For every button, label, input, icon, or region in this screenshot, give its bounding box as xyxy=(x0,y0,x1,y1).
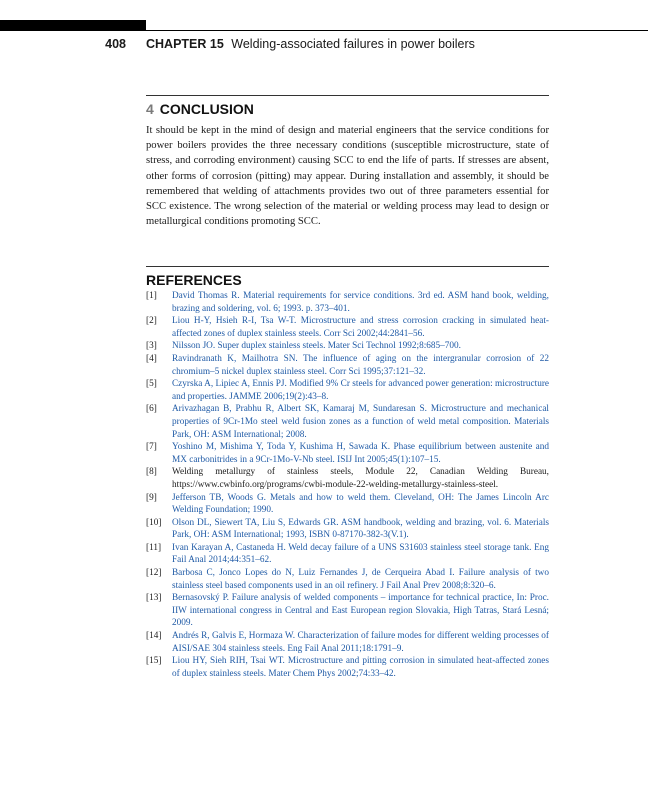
reference-number: [12] xyxy=(146,568,162,579)
header-rule xyxy=(146,30,648,31)
reference-number: [4] xyxy=(146,353,157,364)
reference-link[interactable]: Liou H-Y, Hsieh R-I, Tsa W-T. Microstructure and stress corrosion cracking in simulated heat-affected zones of duplex stainless steels. Corr Sci 2002;44:2841–56. xyxy=(172,316,549,339)
reference-link[interactable]: Nilsson JO. Super duplex stainless steels. Mater Sci Technol 1992;8:685–700. xyxy=(172,341,461,352)
reference-number: [6] xyxy=(146,404,157,415)
reference-number: [8] xyxy=(146,467,157,478)
reference-list xyxy=(146,290,549,680)
reference-item xyxy=(146,340,549,353)
reference-number: [11] xyxy=(146,542,162,553)
reference-number: [3] xyxy=(146,341,157,352)
reference-item xyxy=(146,630,549,655)
chapter-label: CHAPTER 15 xyxy=(146,37,224,51)
reference-item xyxy=(146,655,549,680)
running-head xyxy=(146,37,475,51)
reference-item xyxy=(146,353,549,378)
conclusion-section-rule xyxy=(146,95,549,96)
reference-number: [14] xyxy=(146,631,162,642)
reference-number: [9] xyxy=(146,492,157,503)
reference-number: [13] xyxy=(146,593,162,604)
reference-item xyxy=(146,492,549,517)
reference-number: [5] xyxy=(146,379,157,390)
conclusion-paragraph: It should be kept in the mind of design and material engineers that the service conditions for power boilers provides the three necessary conditions (susceptible microstructure, state of stress, and corroding environment) causing SCC to end the life of parts. If stresses are absent, other forms of corrosion (pitting) may appear. During installation and assembly, it should be remembered that welding of attachments provides two out of three parameters essential for SCC existence. The wrong selection of the material or welding process may lead to design or metallurgical conditions promoting SCC. xyxy=(146,125,549,228)
references-section-rule xyxy=(146,266,549,267)
chapter-title: Welding-associated failures in power boilers xyxy=(231,37,475,51)
reference-item xyxy=(146,542,549,567)
reference-item xyxy=(146,592,549,630)
reference-item xyxy=(146,466,549,491)
reference-item xyxy=(146,403,549,441)
section-number: 4 xyxy=(146,101,154,117)
reference-link[interactable]: Yoshino M, Mishima Y, Toda Y, Kushima H, Sawada K. Phase equilibrium between austenite and MX carbonitrides in a 9Cr-1Mo-V-Nb steel. ISIJ Int 2005;45(1):107–15. xyxy=(172,442,549,465)
conclusion-heading xyxy=(146,101,254,117)
reference-link[interactable]: Ivan Karayan A, Castaneda H. Weld decay failure of a UNS S31603 stainless steel storage tank. Eng Fail Anal 2014;44:351–62. xyxy=(172,542,549,566)
reference-link[interactable]: Bernasovský P. Failure analysis of welded components – importance for technical practice, In: Proc. IIW international congress in Central and East European region Slovakia, High Tatras, Stará Lesná; 2009. xyxy=(172,593,549,629)
reference-item xyxy=(146,290,549,315)
reference-item xyxy=(146,567,549,592)
reference-number: [10] xyxy=(146,517,162,528)
reference-text: Welding metallurgy of stainless steels, Module 22, Canadian Welding Bureau, https://www.cwbinfo.org/programs/cwbi-module-22-welding-metallurgy-stainless-steel. xyxy=(172,467,549,490)
header-black-bar xyxy=(0,20,146,31)
reference-link[interactable]: David Thomas R. Material requirements for service conditions. 3rd ed. ASM hand book, welding, brazing and soldering, vol. 6; 1993. p. 373–401. xyxy=(172,291,549,314)
reference-link[interactable]: Barbosa C, Jonco Lopes do N, Luiz Fernandes J, de Cerqueira Abad I. Failure analysis of two stainless steel based components used in an oil refinery. J Fail Anal Prev 2008;8:320–6. xyxy=(172,568,549,591)
reference-number: [1] xyxy=(146,291,157,301)
page-number: 408 xyxy=(105,37,126,51)
reference-number: [2] xyxy=(146,316,157,327)
reference-link[interactable]: Olson DL, Siewert TA, Liu S, Edwards GR. ASM handbook, welding and brazing, vol. 6. Materials Park, OH: ASM International; 1993, ISBN 0-87170-382-3(V.1). xyxy=(172,517,549,541)
running-header xyxy=(0,37,648,55)
reference-item xyxy=(146,378,549,403)
reference-link[interactable]: Arivazhagan B, Prabhu R, Albert SK, Kamaraj M, Sundaresan S. Microstructure and mechanical properties of 9Cr-1Mo steel weld fusion zones as a function of weld metal composition. Materials Park, OH: ASM International; 2008. xyxy=(172,404,549,440)
reference-item xyxy=(146,517,549,542)
reference-item xyxy=(146,315,549,340)
section-title: CONCLUSION xyxy=(159,101,254,117)
reference-link[interactable]: Ravindranath K, Mailhotra SN. The influence of aging on the intergranular corrosion of 22 chromium–5 nickel duplex stainless steel. Corr Sci 1995;37:121–32. xyxy=(172,353,549,377)
reference-item xyxy=(146,441,549,466)
reference-number: [7] xyxy=(146,442,157,453)
reference-link[interactable]: Andrés R, Galvis E, Hormaza W. Characterization of failure modes for different welding processes of AISI/SAE 304 stainless steels. Eng Fail Anal 2011;18:1791–9. xyxy=(172,631,549,654)
references-heading: REFERENCES xyxy=(146,272,242,288)
reference-link[interactable]: Jefferson TB, Woods G. Metals and how to weld them. Cleveland, OH: The James Lincoln Arc Welding Foundation; 1990. xyxy=(172,492,549,516)
reference-link[interactable]: Czyrska A, Lipiec A, Ennis PJ. Modified 9% Cr steels for advanced power generation: microstructure and properties. JAMME 2006;19(2):43–8. xyxy=(172,379,549,402)
reference-link[interactable]: Liou HY, Sieh RIH, Tsai WT. Microstructure and pitting corrosion in simulated heat-affected zones of duplex stainless steels. Mater Chem Phys 2002;74:33–42. xyxy=(172,656,549,679)
reference-number: [15] xyxy=(146,656,162,667)
